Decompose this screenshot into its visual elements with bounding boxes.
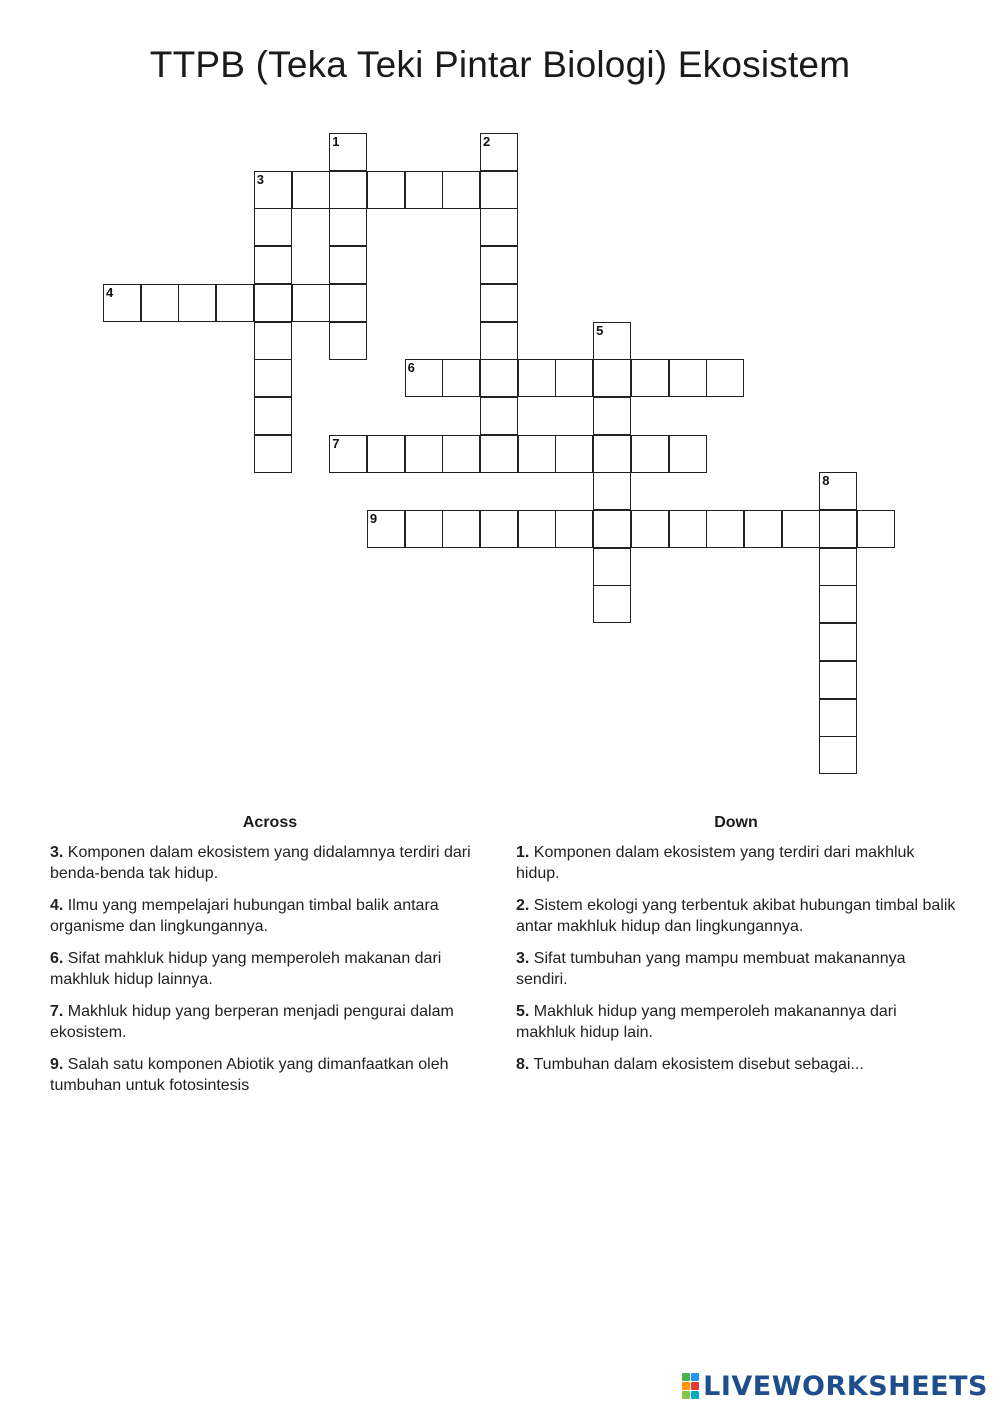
crossword-cell[interactable] [819, 623, 857, 661]
crossword-cell[interactable] [593, 548, 631, 586]
crossword-cell[interactable] [593, 322, 631, 360]
clue-number: 8. [516, 1056, 530, 1073]
clue-down-2 [516, 895, 956, 937]
clue-text: Komponen dalam ekosistem yang didalamnya terdiri dari benda-benda tak hidup. [50, 844, 471, 882]
clue-text: Komponen dalam ekosistem yang terdiri dari makhluk hidup. [516, 844, 915, 882]
crossword-cell[interactable] [405, 435, 443, 473]
crossword-cell[interactable] [405, 510, 443, 548]
crossword-cell[interactable] [631, 435, 669, 473]
clue-number: 2. [516, 897, 530, 914]
crossword-cell[interactable] [819, 510, 857, 548]
brand-text: LIVEWORKSHEETS [703, 1370, 988, 1402]
crossword-cell[interactable] [480, 397, 518, 435]
crossword-cell[interactable] [555, 435, 593, 473]
crossword-cell[interactable] [254, 397, 292, 435]
cell-number: 1 [332, 134, 340, 149]
crossword-cell[interactable] [819, 736, 857, 774]
crossword-cell[interactable] [367, 510, 405, 548]
crossword-cell[interactable] [442, 510, 480, 548]
crossword-cell[interactable] [819, 585, 857, 623]
clue-across-7 [50, 1001, 490, 1043]
clue-text: Sistem ekologi yang terbentuk akibat hubungan timbal balik antar makhluk hidup dan lingkungannya. [516, 897, 956, 935]
clue-number: 1. [516, 844, 530, 861]
clue-text: Sifat mahkluk hidup yang memperoleh makanan dari makhluk hidup lainnya. [50, 950, 442, 988]
across-heading: Across [242, 814, 298, 831]
crossword-cell[interactable] [631, 359, 669, 397]
crossword-cell[interactable] [405, 171, 443, 209]
crossword-cell[interactable] [744, 510, 782, 548]
crossword-cell[interactable] [254, 208, 292, 246]
crossword-cell[interactable] [254, 435, 292, 473]
clue-number: 4. [50, 897, 64, 914]
crossword-cell[interactable] [518, 510, 556, 548]
crossword-cell[interactable] [141, 284, 179, 322]
crossword-cell[interactable] [254, 359, 292, 397]
crossword-cell[interactable] [480, 284, 518, 322]
crossword-cell[interactable] [367, 171, 405, 209]
crossword-cell[interactable] [669, 510, 707, 548]
crossword-cell[interactable] [480, 171, 518, 209]
logo-square [682, 1373, 690, 1381]
crossword-cell[interactable] [857, 510, 895, 548]
crossword-cell[interactable] [329, 208, 367, 246]
crossword-cell[interactable] [254, 322, 292, 360]
cell-number: 9 [369, 511, 378, 526]
crossword-cell[interactable] [593, 435, 631, 473]
crossword-cell[interactable] [480, 359, 518, 397]
crossword-cell[interactable] [480, 322, 518, 360]
clue-across-6 [50, 948, 490, 990]
clue-number: 5. [516, 1003, 530, 1020]
cell-number: 7 [332, 435, 340, 451]
cell-number: 3 [256, 171, 265, 187]
clue-text: Ilmu yang mempelajari hubungan timbal balik antara organisme dan lingkungannya. [50, 897, 439, 935]
crossword-cell[interactable] [442, 171, 480, 209]
crossword-cell[interactable] [819, 661, 857, 699]
clue-across-9 [50, 1054, 490, 1096]
clue-down-5 [516, 1001, 956, 1043]
crossword-cell[interactable] [480, 246, 518, 284]
clue-across-4 [50, 895, 490, 937]
across-clues [50, 814, 490, 1107]
liveworksheets-logo-icon [682, 1373, 699, 1399]
crossword-cell[interactable] [518, 359, 556, 397]
down-list [516, 842, 956, 1075]
clue-text: Tumbuhan dalam ekosistem disebut sebagai... [533, 1056, 864, 1073]
crossword-cell[interactable] [292, 171, 330, 209]
clue-text: Sifat tumbuhan yang mampu membuat makanannya sendiri. [516, 950, 906, 988]
clue-number: 3. [50, 844, 64, 861]
crossword-cell[interactable] [631, 510, 669, 548]
logo-square [691, 1391, 699, 1399]
page-title: TTPB (Teka Teki Pintar Biologi) Ekosistem [149, 44, 851, 85]
cell-number: 5 [596, 322, 604, 338]
crossword-cell[interactable] [593, 585, 631, 623]
liveworksheets-brand[interactable] [682, 1369, 988, 1403]
crossword-cell[interactable] [329, 322, 367, 360]
clue-number: 3. [516, 950, 530, 967]
crossword-cell[interactable] [405, 359, 443, 397]
crossword-cell[interactable] [518, 435, 556, 473]
clue-text: Salah satu komponen Abiotik yang dimanfaatkan oleh tumbuhan untuk fotosintesis [50, 1056, 449, 1094]
crossword-cell[interactable] [706, 359, 744, 397]
cell-number: 8 [822, 473, 830, 489]
crossword-cell[interactable] [329, 133, 367, 171]
crossword-cell[interactable] [782, 510, 820, 548]
crossword-cell[interactable] [819, 472, 857, 510]
clue-number: 7. [50, 1003, 64, 1020]
crossword-cell[interactable] [292, 284, 330, 322]
logo-square [691, 1382, 699, 1390]
clue-number: 6. [50, 950, 64, 967]
crossword-cell[interactable] [329, 284, 367, 322]
crossword-cell[interactable] [480, 510, 518, 548]
crossword-cell[interactable] [254, 246, 292, 284]
crossword-cell[interactable] [593, 359, 631, 397]
crossword-cell[interactable] [367, 435, 405, 473]
clue-down-3 [516, 948, 956, 990]
logo-square [691, 1373, 699, 1381]
crossword-cell[interactable] [669, 435, 707, 473]
logo-square [682, 1382, 690, 1390]
crossword-cell[interactable] [329, 435, 367, 473]
crossword-cell[interactable] [555, 359, 593, 397]
clue-down-1 [516, 842, 956, 884]
crossword-cell[interactable] [819, 548, 857, 586]
crossword-cell[interactable] [480, 208, 518, 246]
crossword-cell[interactable] [329, 171, 367, 209]
crossword-cell[interactable] [480, 133, 518, 171]
crossword-cell[interactable] [329, 246, 367, 284]
across-list [50, 842, 490, 1096]
logo-square [682, 1391, 690, 1399]
crossword-cell[interactable] [254, 284, 292, 322]
down-clues [516, 814, 956, 1086]
clue-across-3 [50, 842, 490, 884]
crossword-cell[interactable] [442, 435, 480, 473]
crossword-cell[interactable] [593, 397, 631, 435]
crossword-cell[interactable] [178, 284, 216, 322]
clue-down-8 [516, 1054, 956, 1075]
crossword-cell[interactable] [706, 510, 744, 548]
clue-text: Makhluk hidup yang berperan menjadi pengurai dalam ekosistem. [50, 1003, 454, 1041]
clue-number: 9. [50, 1056, 64, 1073]
crossword-cell[interactable] [480, 435, 518, 473]
crossword-cell[interactable] [103, 284, 141, 322]
crossword-cell[interactable] [555, 510, 593, 548]
crossword-cell[interactable] [593, 472, 631, 510]
cell-number: 4 [106, 284, 114, 300]
crossword-cell[interactable] [669, 359, 707, 397]
clue-text: Makhluk hidup yang memperoleh makanannya dari makhluk hidup lain. [516, 1003, 897, 1041]
cell-number: 6 [407, 360, 415, 376]
crossword-cell[interactable] [442, 359, 480, 397]
cell-number: 2 [483, 134, 491, 149]
crossword-cell[interactable] [593, 510, 631, 548]
crossword-cell[interactable] [254, 171, 292, 209]
down-heading: Down [714, 814, 758, 831]
crossword-cell[interactable] [216, 284, 254, 322]
crossword-cell[interactable] [819, 699, 857, 737]
